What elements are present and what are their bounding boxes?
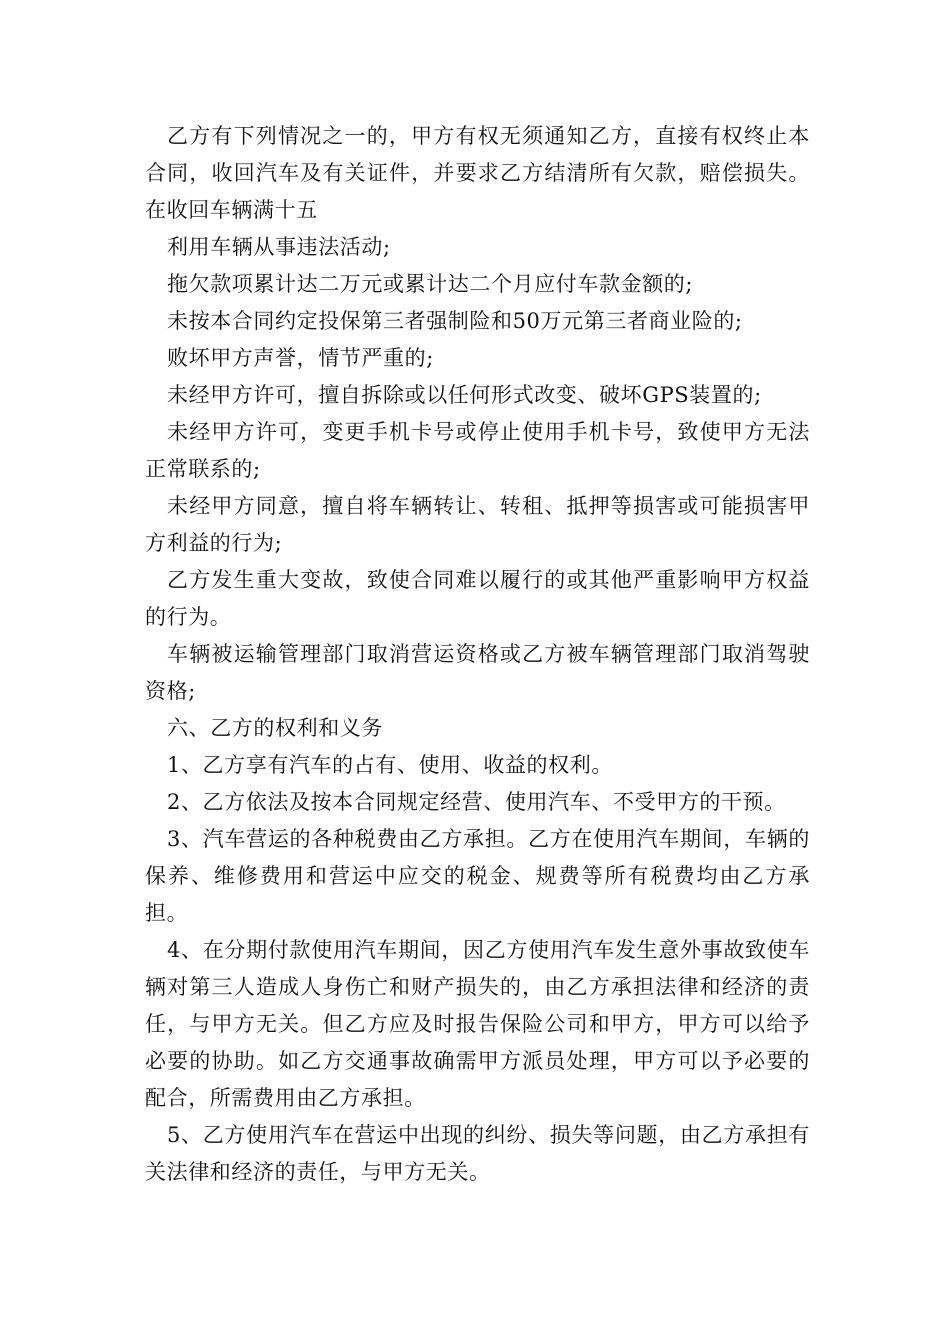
paragraph-right-1: 1、乙方享有汽车的占有、使用、收益的权利。 [167,753,613,777]
paragraph-termination-intro: 乙方有下列情况之一的，甲方有权无须通知乙方，直接有权终止本合同，收回汽车及有关证件，并要求乙方结清所有欠款，赔偿损失。在收回车辆满十五 [145,124,810,222]
section-heading-rights: 六、乙方的权利和义务 [167,716,383,740]
paragraph-right-3: 3、汽车营运的各种税费由乙方承担。乙方在使用汽车期间，车辆的保养、维修费用和营运中应交的税金、规费等所有税费均由乙方承担。 [145,827,810,925]
paragraph-phone: 未经甲方许可，变更手机卡号或停止使用手机卡号，致使甲方无法正常联系的; [145,420,810,481]
paragraph-qualification: 车辆被运输管理部门取消营运资格或乙方被车辆管理部门取消驾驶资格; [145,642,810,703]
paragraph-right-5: 5、乙方使用汽车在营运中出现的纠纷、损失等问题，由乙方承担有关法律和经济的责任，与甲方无关。 [145,1123,810,1184]
document-body [145,118,810,1191]
paragraph-major-change: 乙方发生重大变故，致使合同难以履行的或其他严重影响甲方权益的行为。 [145,568,810,629]
paragraph-gps: 未经甲方许可，擅自拆除或以任何形式改变、破坏GPS装置的; [167,383,762,407]
paragraph-transfer: 未经甲方同意，擅自将车辆转让、转租、抵押等损害或可能损害甲方利益的行为; [145,494,810,555]
paragraph-right-2: 2、乙方依法及按本合同规定经营、使用汽车、不受甲方的干预。 [167,790,786,814]
paragraph-illegal-use: 利用车辆从事违法活动; [167,235,391,259]
paragraph-insurance: 未按本合同约定投保第三者强制险和50万元第三者商业险的; [167,309,743,333]
paragraph-reputation: 败坏甲方声誉，情节严重的; [167,346,434,370]
paragraph-right-4: 4、在分期付款使用汽车期间，因乙方使用汽车发生意外事故致使车辆对第三人造成人身伤亡和财产损失的，由乙方承担法律和经济的责任，与甲方无关。但乙方应及时报告保险公司和甲方，甲方可以给予必要的协助。如乙方交通事故确需甲方派员处理，甲方可以予必要的配合，所需费用由乙方承担。 [145,938,810,1110]
paragraph-arrears: 拖欠款项累计达二万元或累计达二个月应付车款金额的; [167,272,694,296]
